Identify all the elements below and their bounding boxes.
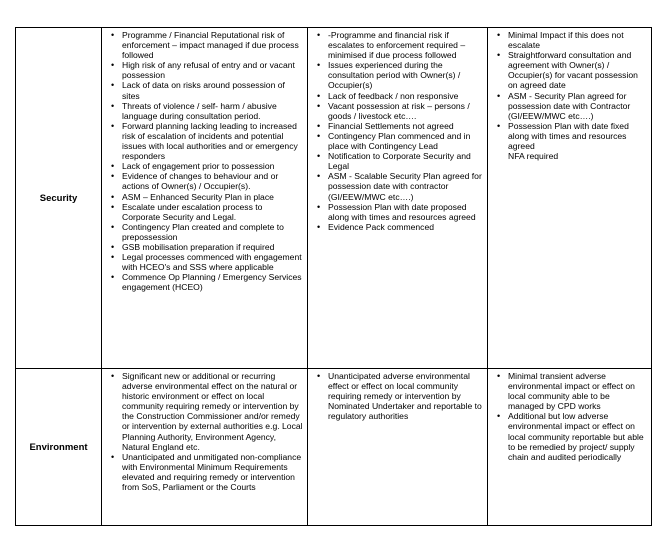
table-row-environment [16,369,652,526]
security-col1-list [102,28,307,294]
row-label-environment: Environment [16,369,102,526]
environment-col2-list [308,369,487,423]
list-item: • -Programme and financial risk if escalates to enforcement required – minimised if due process followed [328,30,483,60]
list-item: • Lack of data on risks around possession of sites [122,80,303,100]
list-item: • Contingency Plan created and complete to prepossession [122,222,303,242]
list-item: NFA required [508,151,559,162]
list-item: • High risk of any refusal of entry and or vacant possession [122,60,303,80]
list-item: • Unanticipated and unmitigated non-compliance with Environmental Minimum Requirements elevated and requiring remedy or intervention from SoS, Parliament or the Courts [122,452,303,492]
list-item: • Minimal transient adverse environmental impact or effect on local community able to be managed by CPD works [508,371,647,411]
list-item: • Possession Plan with date proposed along with times and resources agreed [328,202,483,222]
list-item: • Issues experienced during the consultation period with Owner(s) / Occupier(s) [328,60,483,90]
list-item: • Evidence Pack commenced [328,222,483,232]
list-item: • Legal processes commenced with engagement with HCEO's and SSS where applicable [122,252,303,272]
list-item: • Possession Plan with date fixed along with times and resources agreed [508,121,647,151]
list-item: • Notification to Corporate Security and Legal [328,151,483,171]
list-item: • Unanticipated adverse environmental effect or effect on local community requiring remedy or intervention by Nominated Undertaker and reportable to regulatory authorities [328,371,483,421]
list-item: • Commence Op Planning / Emergency Services engagement (HCEO) [122,272,303,292]
list-item: • Financial Settlements not agreed [328,121,483,131]
security-col1-cell [102,28,308,369]
environment-col1-list [102,369,307,494]
list-item: • Contingency Plan commenced and in place with Contingency Lead [328,131,483,151]
table-row-security [16,28,652,369]
security-col2-cell [308,28,488,369]
list-item: • Significant new or additional or recurring adverse environmental effect on the natural or historic environment or effect on local community requiring remedy or intervention by the Construction Commissioner and/or remedy or intervention by external authorities e.g. Local Planning Authority, Environment Agency, Natural England etc. [122,371,303,452]
list-item: • Lack of feedback / non responsive [328,91,483,101]
list-item: • Escalate under escalation process to Corporate Security and Legal. [122,202,303,222]
list-item: • Additional but low adverse environmental impact or effect on local community reportable but able to be remedied by project/ supply chain and audited periodically [508,411,647,461]
list-item: • ASM – Enhanced Security Plan in place [122,192,303,202]
risk-matrix-table [15,27,652,526]
list-item: • ASM - Scalable Security Plan agreed for possession date with contractor (GI/EEW/MWC etc….) [328,171,483,201]
security-col2-list [308,28,487,234]
environment-col2-cell [308,369,488,526]
list-item: • Forward planning lacking leading to increased risk of escalation of incidents and potential issues with local authorities and or emergency responders [122,121,303,161]
list-item: • Lack of engagement prior to possession [122,161,303,171]
environment-col3-cell [488,369,652,526]
security-col3-list [488,28,651,163]
list-item: • Programme / Financial Reputational risk of enforcement – impact managed if due process followed [122,30,303,60]
list-item: • ASM - Security Plan agreed for possession date with Contractor (GI/EEW/MWC etc….) [508,91,647,121]
list-item: • GSB mobilisation preparation if required [122,242,303,252]
row-label-security: Security [16,28,102,369]
environment-col3-list [488,369,651,464]
security-col3-cell [488,28,652,369]
environment-col1-cell [102,369,308,526]
list-item: • Threats of violence / self- harm / abusive language during consultation period. [122,101,303,121]
list-item: • Minimal Impact if this does not escalate [508,30,647,50]
list-item: • Straightforward consultation and agreement with Owner(s) / Occupier(s) for vacant possession on agreed date [508,50,647,90]
list-item: • Evidence of changes to behaviour and or actions of Owner(s) / Occupier(s). [122,171,303,191]
list-item: • Vacant possession at risk – persons / goods / livestock etc…. [328,101,483,121]
